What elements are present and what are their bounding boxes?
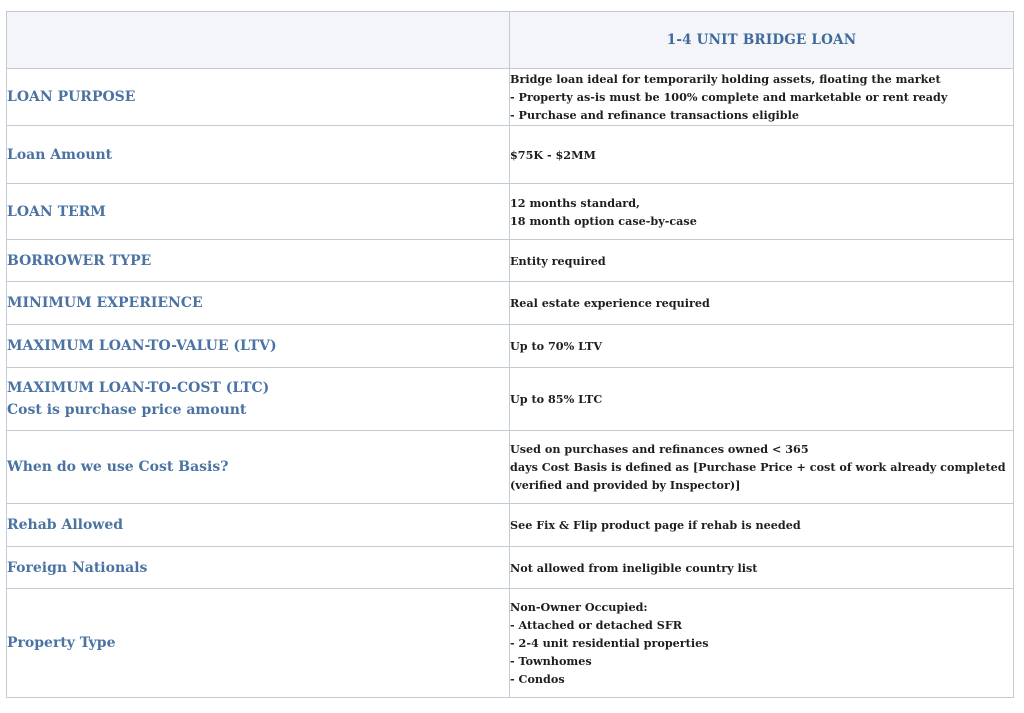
table-body [7,69,1014,698]
row-label-line: Loan Amount [7,146,113,163]
row-value-line: Bridge loan ideal for temporarily holding assets, floating the market [510,72,941,86]
row-value [510,69,1014,126]
row-value [510,126,1014,184]
row-value-line: 18 month option case-by-case [510,213,697,228]
row-value [510,504,1014,547]
product-title: 1-4 UNIT BRIDGE LOAN [510,12,1014,69]
table-row [7,69,1014,126]
row-label [7,368,510,431]
row-label-line: LOAN TERM [7,203,106,220]
row-value-line: (verified and provided by Inspector)] [510,478,741,492]
row-value [510,282,1014,325]
table-row [7,282,1014,325]
row-value [510,240,1014,282]
table-row [7,368,1014,431]
row-value-line: 12 months standard, [510,195,640,210]
row-value-line: Up to 85% LTC [510,392,603,406]
row-value [510,184,1014,240]
row-value-line: $75K - $2MM [510,147,596,162]
row-value-line: See Fix & Flip product page if rehab is needed [510,518,801,532]
table-row [7,126,1014,184]
table-row [7,184,1014,240]
row-value-line: - Townhomes [510,654,592,668]
row-label [7,69,510,126]
row-label-line: BORROWER TYPE [7,252,152,269]
row-label-line: Cost is purchase price amount [7,402,247,418]
row-label-line: MAXIMUM LOAN-TO-VALUE (LTV) [7,338,277,354]
row-label-line: Foreign Nationals [7,559,148,576]
table-row [7,431,1014,504]
row-label-line: When do we use Cost Basis? [7,459,229,475]
row-label [7,240,510,282]
header-empty-cell [7,12,510,69]
row-value [510,431,1014,504]
row-label [7,547,510,589]
row-label [7,184,510,240]
row-value-line: - Attached or detached SFR [510,618,683,632]
row-value-line: Real estate experience required [510,296,710,310]
table-row [7,589,1014,698]
table-row [7,325,1014,368]
row-label-line: LOAN PURPOSE [7,89,136,105]
loan-terms-table [6,11,1014,698]
row-value-line: - Condos [510,672,565,686]
row-value-line: Up to 70% LTV [510,339,603,353]
table-row [7,547,1014,589]
row-value-line: - 2-4 unit residential properties [510,636,709,650]
row-value-line: Used on purchases and refinances owned < 365 [510,442,809,456]
row-value-line: days Cost Basis is defined as [Purchase Price + cost of work already completed [510,460,1006,474]
row-value-line: Entity required [510,253,606,268]
row-label [7,325,510,368]
row-label [7,504,510,547]
row-label [7,282,510,325]
row-value-line: Not allowed from ineligible country list [510,560,758,575]
row-value-line: - Purchase and refinance transactions eligible [510,108,799,122]
row-value [510,368,1014,431]
row-label-line: MINIMUM EXPERIENCE [7,295,203,311]
row-label-line: MAXIMUM LOAN-TO-COST (LTC) [7,380,270,396]
row-label-line: Property Type [7,635,116,651]
row-value-line: - Property as-is must be 100% complete and marketable or rent ready [510,90,948,104]
row-value-line: Non-Owner Occupied: [510,600,648,614]
row-value [510,547,1014,589]
row-label [7,126,510,184]
loan-table-container [6,11,1014,698]
table-header-row [7,12,1014,69]
table-row [7,504,1014,547]
table-row [7,240,1014,282]
row-label-line: Rehab Allowed [7,517,124,533]
row-label [7,589,510,698]
row-value [510,589,1014,698]
row-label [7,431,510,504]
row-value [510,325,1014,368]
